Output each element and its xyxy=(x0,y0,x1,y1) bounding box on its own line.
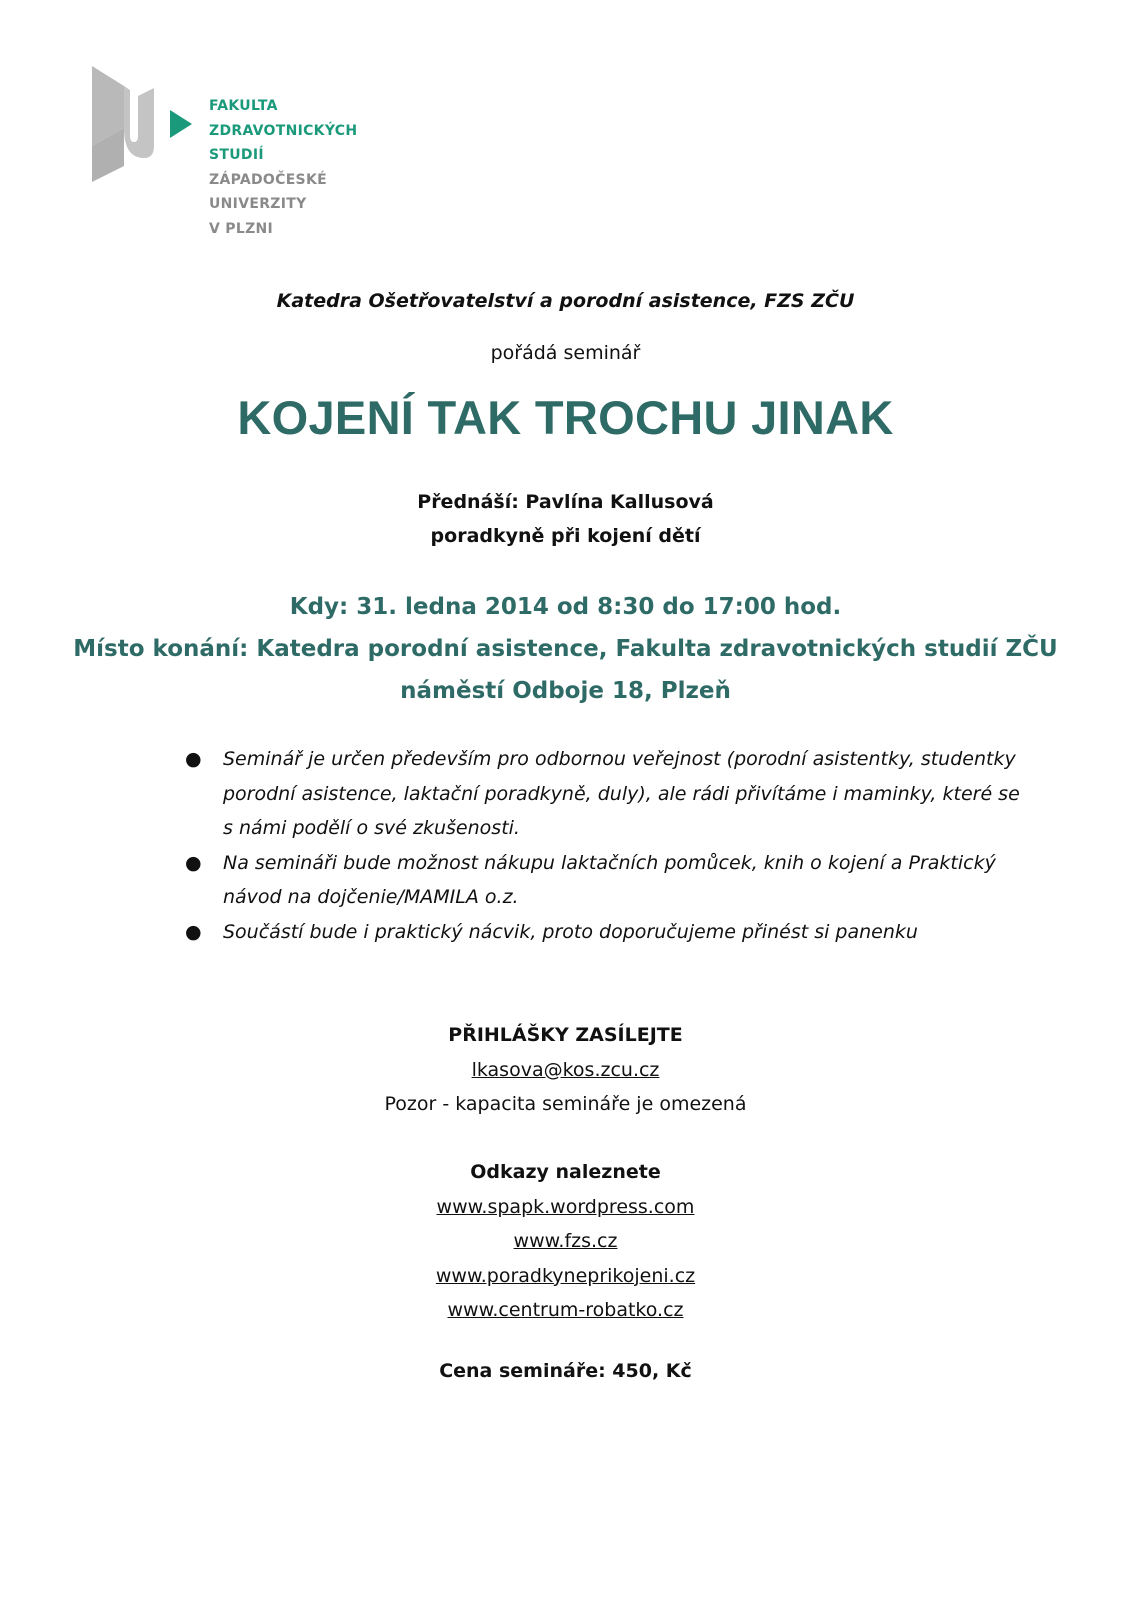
note-text: Součástí bude i praktický nácvik, proto doporučujeme přinést si panenku xyxy=(223,920,918,943)
bullet-icon: ● xyxy=(185,748,202,770)
event-address: náměstí Odboje 18, Plzeň xyxy=(400,678,731,704)
event-place: Místo konání: Katedra porodní asistence, Fakulta zdravotnických studií ZČU xyxy=(73,636,1058,662)
lecturer-name: Přednáší: Pavlína Kallusová xyxy=(417,491,714,513)
logo-arrow-icon xyxy=(170,110,192,138)
university-logo-icon xyxy=(92,66,162,184)
logo-line-4: UNIVERZITY xyxy=(209,196,307,212)
department-line: Katedra Ošetřovatelství a porodní asistence, FZS ZČU xyxy=(276,290,855,312)
links-block xyxy=(0,1155,1131,1328)
organizes-line: pořádá seminář xyxy=(490,342,641,364)
registration-email-link[interactable]: lkasova@kos.zcu.cz xyxy=(471,1058,660,1081)
bullet-icon: ● xyxy=(185,851,202,874)
registration-block xyxy=(0,1018,1131,1122)
bullet-icon: ● xyxy=(185,920,202,943)
lecturer-block xyxy=(0,485,1131,553)
lecturer-role: poradkyně při kojení dětí xyxy=(430,525,701,547)
link-spapk[interactable]: www.spapk.wordpress.com xyxy=(436,1195,695,1218)
seminar-title: KOJENÍ TAK TROCHU JINAK xyxy=(237,391,894,444)
list-item xyxy=(185,915,1025,950)
event-date: Kdy: 31. ledna 2014 od 8:30 do 17:00 hod. xyxy=(289,594,842,620)
seminar-price: Cena semináře: 450, Kč xyxy=(439,1360,692,1382)
faculty-logo xyxy=(92,66,412,237)
list-item xyxy=(185,742,1025,846)
event-details xyxy=(0,586,1131,712)
note-text: Na semináři bude možnost nákupu laktačních pomůcek, knih o kojení a Praktický návod na dojčenie/MAMILA o.z. xyxy=(223,851,996,908)
seminar-notes xyxy=(185,742,1025,949)
logo-line-5: V PLZNI xyxy=(209,220,274,237)
note-text: Seminář je určen především pro odbornou veřejnost (porodní asistentky, studentky porodní asistence, laktační poradkyně, duly), ale rádi přivítáme i maminky, které se s námi podělí o své zkušenosti. xyxy=(223,748,1020,839)
logo-text xyxy=(209,94,412,241)
logo-line-3: ZÁPADOČESKÉ xyxy=(209,171,327,188)
link-fzs[interactable]: www.fzs.cz xyxy=(513,1230,618,1252)
logo-line-2: ZDRAVOTNICKÝCH STUDIÍ xyxy=(209,122,358,163)
link-poradkyne[interactable]: www.poradkyneprikojeni.cz xyxy=(435,1264,696,1287)
link-robatko[interactable]: www.centrum-robatko.cz xyxy=(447,1299,684,1321)
capacity-note: Pozor - kapacita semináře je omezená xyxy=(384,1093,747,1115)
links-heading: Odkazy naleznete xyxy=(470,1161,661,1183)
logo-line-1: FAKULTA xyxy=(209,98,278,114)
registration-heading: PŘIHLÁŠKY ZASÍLEJTE xyxy=(448,1024,683,1046)
list-item xyxy=(185,846,1025,915)
